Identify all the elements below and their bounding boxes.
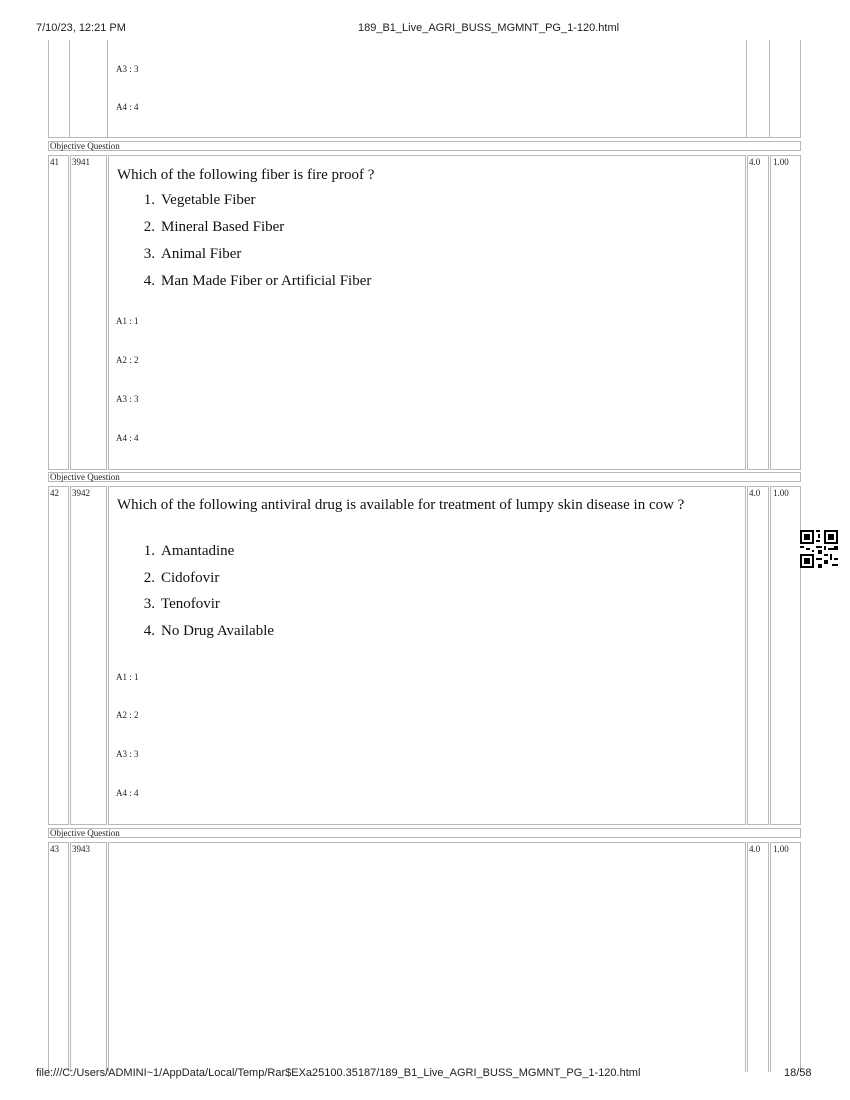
question-number: 42 bbox=[50, 488, 59, 498]
question-number-cell bbox=[48, 155, 69, 470]
question-number-cell bbox=[48, 486, 69, 825]
print-file-path: file:///C:/Users/ADMINI~1/AppData/Local/Temp/Rar$EXa25100.35187/189_B1_Live_AGRI_BUSS_MGMNT_PG_1-120.html bbox=[36, 1067, 641, 1079]
print-document-title: 189_B1_Live_AGRI_BUSS_MGMNT_PG_1-120.html bbox=[358, 22, 620, 34]
answer-label: A1 : 1 bbox=[116, 672, 139, 682]
question-body-cell bbox=[108, 486, 746, 825]
question-text: Which of the following fiber is fire proof ? bbox=[117, 167, 375, 183]
marks: 4.0 bbox=[749, 844, 761, 854]
negative-marks: 1.00 bbox=[773, 157, 789, 167]
answer-label: A4 : 4 bbox=[116, 788, 139, 798]
option-item: 2. Cidofovir bbox=[143, 570, 220, 586]
question-body-cell bbox=[108, 842, 746, 1072]
question-id: 3943 bbox=[72, 844, 90, 854]
marks-cell bbox=[747, 486, 769, 825]
option-item: 1. Amantadine bbox=[143, 543, 235, 559]
question-text: Which of the following antiviral drug is available for treatment of lumpy skin disease in cow ? bbox=[117, 497, 685, 513]
question-id-cell bbox=[70, 155, 107, 470]
answer-label: A3 : 3 bbox=[116, 64, 139, 74]
question-id: 3941 bbox=[72, 157, 90, 167]
answer-label: A1 : 1 bbox=[116, 316, 139, 326]
section-label: Objective Question bbox=[48, 828, 801, 838]
negative-marks: 1.00 bbox=[773, 488, 789, 498]
negative-marks: 1.00 bbox=[773, 844, 789, 854]
question-number-cell bbox=[48, 842, 69, 1072]
answer-label: A2 : 2 bbox=[116, 710, 139, 720]
question-id-cell bbox=[70, 842, 107, 1072]
print-datetime: 7/10/23, 12:21 PM bbox=[36, 22, 126, 34]
negative-marks-cell bbox=[770, 155, 801, 470]
question-number: 41 bbox=[50, 157, 59, 167]
marks: 4.0 bbox=[749, 488, 761, 498]
option-item: 1. Vegetable Fiber bbox=[143, 192, 256, 208]
section-label: Objective Question bbox=[48, 472, 801, 482]
answer-label: A4 : 4 bbox=[116, 102, 139, 112]
option-item: 2. Mineral Based Fiber bbox=[143, 219, 285, 235]
marks-cell bbox=[747, 842, 769, 1072]
page-number: 18/58 bbox=[784, 1067, 812, 1079]
answer-label: A3 : 3 bbox=[116, 394, 139, 404]
marks: 4.0 bbox=[749, 157, 761, 167]
negative-marks-cell bbox=[770, 842, 801, 1072]
question-number: 43 bbox=[50, 844, 59, 854]
answer-label: A2 : 2 bbox=[116, 355, 139, 365]
question-id-cell bbox=[70, 486, 107, 825]
option-item: 3. Tenofovir bbox=[143, 596, 220, 612]
negative-marks-cell bbox=[770, 486, 801, 825]
question-id: 3942 bbox=[72, 488, 90, 498]
answer-label: A3 : 3 bbox=[116, 749, 139, 759]
section-label: Objective Question bbox=[48, 141, 801, 151]
marks-cell bbox=[747, 155, 769, 470]
option-item: 4. No Drug Available bbox=[143, 623, 275, 639]
option-item: 4. Man Made Fiber or Artificial Fiber bbox=[143, 273, 372, 289]
option-item: 3. Animal Fiber bbox=[143, 246, 242, 262]
answer-label: A4 : 4 bbox=[116, 433, 139, 443]
qr-code bbox=[800, 530, 838, 568]
